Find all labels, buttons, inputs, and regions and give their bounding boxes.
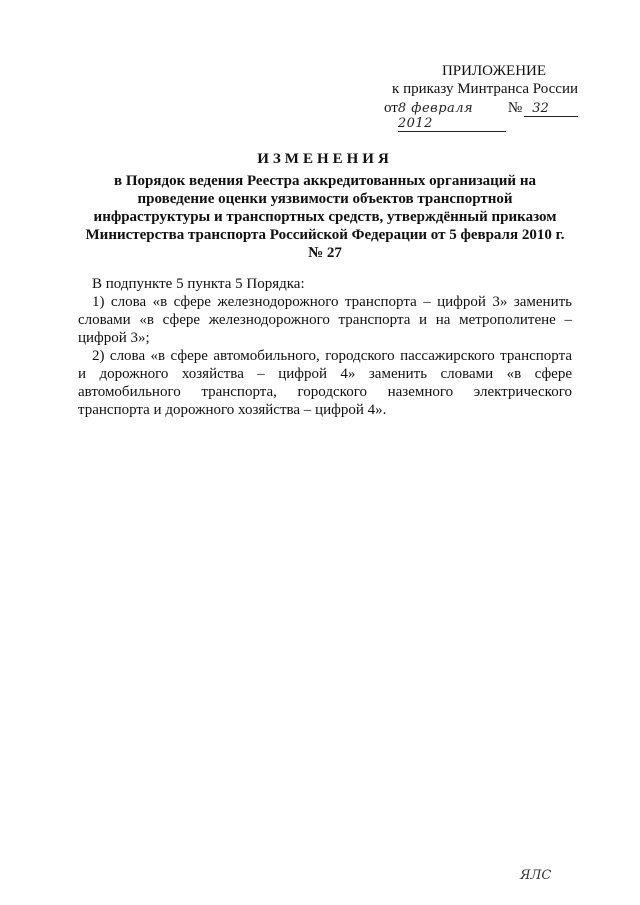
appendix-title: ПРИЛОЖЕНИЕ — [441, 63, 547, 79]
heading-title: ИЗМЕНЕНИЯ — [257, 151, 393, 167]
appendix-from-label: от — [384, 100, 398, 116]
appendix-block — [378, 62, 578, 132]
heading-subtitle: в Порядок ведения Реестра аккредитованных организаций на проведение оценки уязвимости объектов транспортной инфраструктуры и транспортных средств, утверждённый приказом Министерства транспорта Российской Федерации от 5 февраля 2010 г. № 27 — [85, 173, 565, 261]
body-item-1: 1) слова «в сфере железнодорожного транспорта – цифрой 3» заменить словами «в сфере железнодорожного транспорта и на метрополитене – цифрой 3»; — [78, 294, 572, 346]
appendix-order-reference: к приказу Минтранса России — [392, 81, 578, 97]
handwritten-number: 32 — [524, 101, 578, 117]
handwritten-date: 8 февраля 2012 — [398, 101, 506, 132]
appendix-date-line — [378, 99, 578, 132]
document-heading — [78, 150, 572, 262]
handwritten-initials: ЯЛС — [520, 868, 552, 883]
body-intro: В подпункте 5 пункта 5 Порядка: — [92, 276, 305, 292]
document-body — [78, 275, 572, 419]
number-sign: № — [507, 100, 523, 116]
body-item-2: 2) слова «в сфере автомобильного, городского пассажирского транспорта и дорожного хозяйства – цифрой 4» заменить словами «в сфере автомобильного транспорта, городского наземного электрического транспорта и дорожного хозяйства – цифрой 4». — [78, 348, 572, 418]
